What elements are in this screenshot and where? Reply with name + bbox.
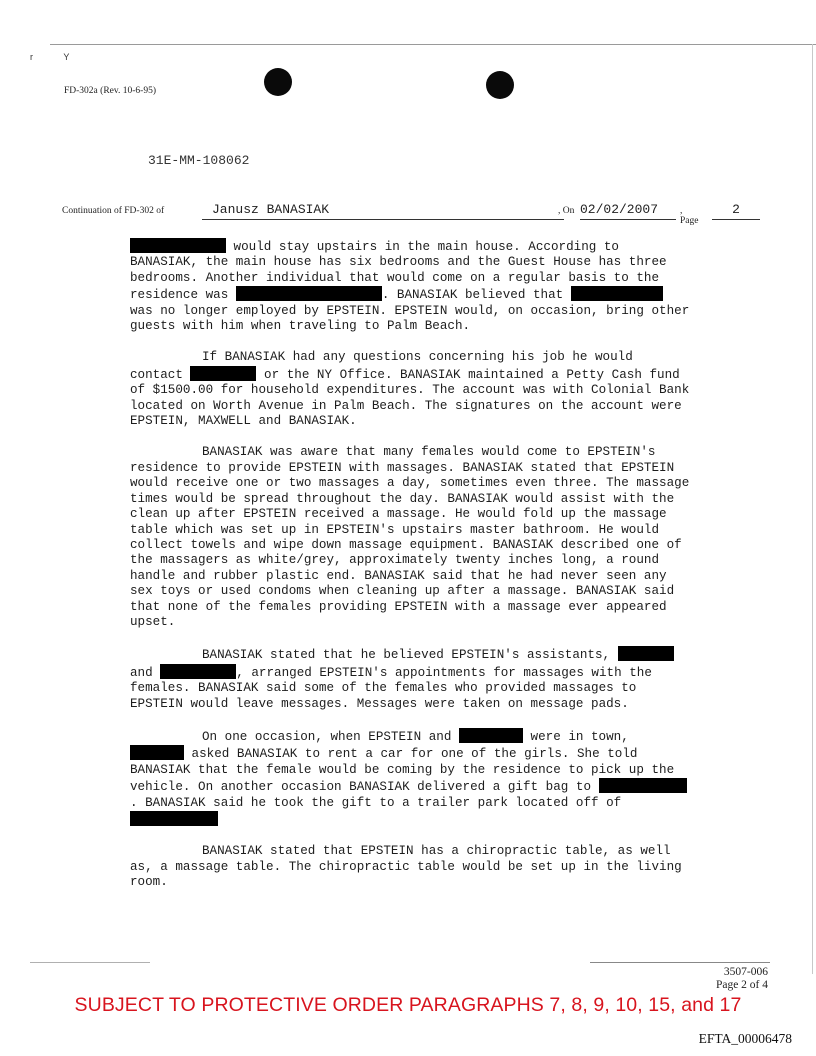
on-label: , On bbox=[558, 206, 575, 216]
page-label: , Page bbox=[680, 206, 699, 226]
redaction-bar bbox=[618, 646, 674, 661]
paragraph-text: If BANASIAK had any questions concerning his job he would contact bbox=[130, 350, 633, 382]
document-number-block bbox=[648, 966, 768, 992]
bottom-rule-left bbox=[30, 962, 150, 963]
subject-name: Janusz BANASIAK bbox=[202, 202, 564, 220]
paragraph-4 bbox=[130, 646, 690, 712]
bottom-rule-right bbox=[590, 962, 770, 963]
paragraph-3 bbox=[130, 445, 690, 630]
punch-hole-left bbox=[264, 68, 292, 96]
redaction-bar bbox=[130, 238, 226, 253]
redaction-bar bbox=[459, 728, 523, 743]
continuation-row bbox=[62, 202, 740, 226]
protective-order-notice: SUBJECT TO PROTECTIVE ORDER PARAGRAPHS 7, 8, 9, 10, 15, and 17 bbox=[74, 994, 742, 1016]
paragraph-text: BANASIAK was aware that many females would come to EPSTEIN's residence to provide EPSTEIN with massages. BANASIAK stated that EPSTEIN would receive one or two massages a day, sometimes even three. The massage times would be spread throughout the day. BANASIAK would assist with the clean up after EPSTEIN received a massage. He would fold up the massage table which was set up in EPSTEIN's upstairs master bathroom. He would collect towels and wipe down massage equipment. BANASIAK described one of the massagers as white/grey, approximately twenty inches long, a round handle and rubber plastic end. BANASIAK said that he had never seen any sex toys or used condoms when cleaning up after a massage. BANASIAK said that none of the females providing EPSTEIN with a massage ever appeared upset. bbox=[130, 445, 690, 629]
paragraph-text: , arranged EPSTEIN's appointments for massages with the females. BANASIAK said some of the females who provided massages to EPSTEIN would leave messages. Messages were taken on message pads. bbox=[130, 665, 652, 711]
document-number: 3507-006 bbox=[723, 966, 768, 978]
corner-marks: r Y bbox=[30, 52, 84, 62]
redaction-bar bbox=[599, 778, 687, 793]
paragraph-text: BANASIAK stated that he believed EPSTEIN's assistants, bbox=[202, 648, 618, 663]
redaction-bar bbox=[160, 664, 236, 679]
page-of: Page 2 of 4 bbox=[715, 979, 768, 991]
redaction-bar bbox=[130, 811, 218, 826]
paragraph-text: and bbox=[130, 665, 161, 680]
redaction-bar bbox=[190, 366, 256, 381]
right-margin-rule bbox=[812, 44, 813, 974]
paragraph-text: was no longer employed by EPSTEIN. EPSTEIN would, on occasion, bring other guests with him when traveling to Palm Beach. bbox=[130, 303, 690, 334]
file-number: 31E-MM-108062 bbox=[148, 153, 250, 168]
paragraph-text: were in town, bbox=[522, 729, 629, 744]
paragraph-text: asked BANASIAK to rent a car for one of the girls. She told BANASIAK that the female would be coming by the residence to pick up the vehicle. On another occasion BANASIAK delivered a gift bag to bbox=[130, 747, 675, 795]
redaction-bar bbox=[130, 745, 184, 760]
paragraph-1 bbox=[130, 238, 690, 334]
paragraph-5 bbox=[130, 728, 690, 828]
paragraph-text: would stay upstairs in the main house. According to BANASIAK, the main house has six bedrooms and the Guest House has three bedrooms. Another individual that would come on a regular basis to the residence was bbox=[130, 240, 667, 303]
form-id: FD-302a (Rev. 10-6-95) bbox=[64, 86, 156, 96]
interview-date: 02/02/2007 bbox=[580, 202, 676, 220]
punch-hole-right bbox=[486, 71, 514, 99]
bates-number: EFTA_00006478 bbox=[698, 1031, 792, 1046]
redaction-bar bbox=[236, 286, 382, 301]
paragraph-text: On one occasion, when EPSTEIN and bbox=[202, 729, 459, 744]
top-rule bbox=[50, 44, 816, 45]
paragraph-6 bbox=[130, 844, 690, 890]
paragraph-text: or the NY Office. BANASIAK maintained a Petty Cash fund of $1500.00 for household expenditures. The account was with Colonial Bank located on Worth Avenue in Palm Beach. The signatures on the account were EPSTEIN, MAXWELL and BANASIAK. bbox=[130, 367, 690, 429]
paragraph-2 bbox=[130, 350, 690, 429]
paragraph-text: BANASIAK stated that EPSTEIN has a chiropractic table, as well as, a massage table. The chiropractic table would be set up in the living room. bbox=[130, 844, 682, 890]
redaction-bar bbox=[571, 286, 663, 301]
paragraph-text: . BANASIAK said he took the gift to a trailer park located off of bbox=[130, 795, 622, 810]
report-body bbox=[130, 238, 690, 907]
page-number: 2 bbox=[712, 202, 760, 220]
continuation-label: Continuation of FD-302 of bbox=[62, 206, 165, 216]
paragraph-text: . BANASIAK believed that bbox=[381, 288, 571, 303]
